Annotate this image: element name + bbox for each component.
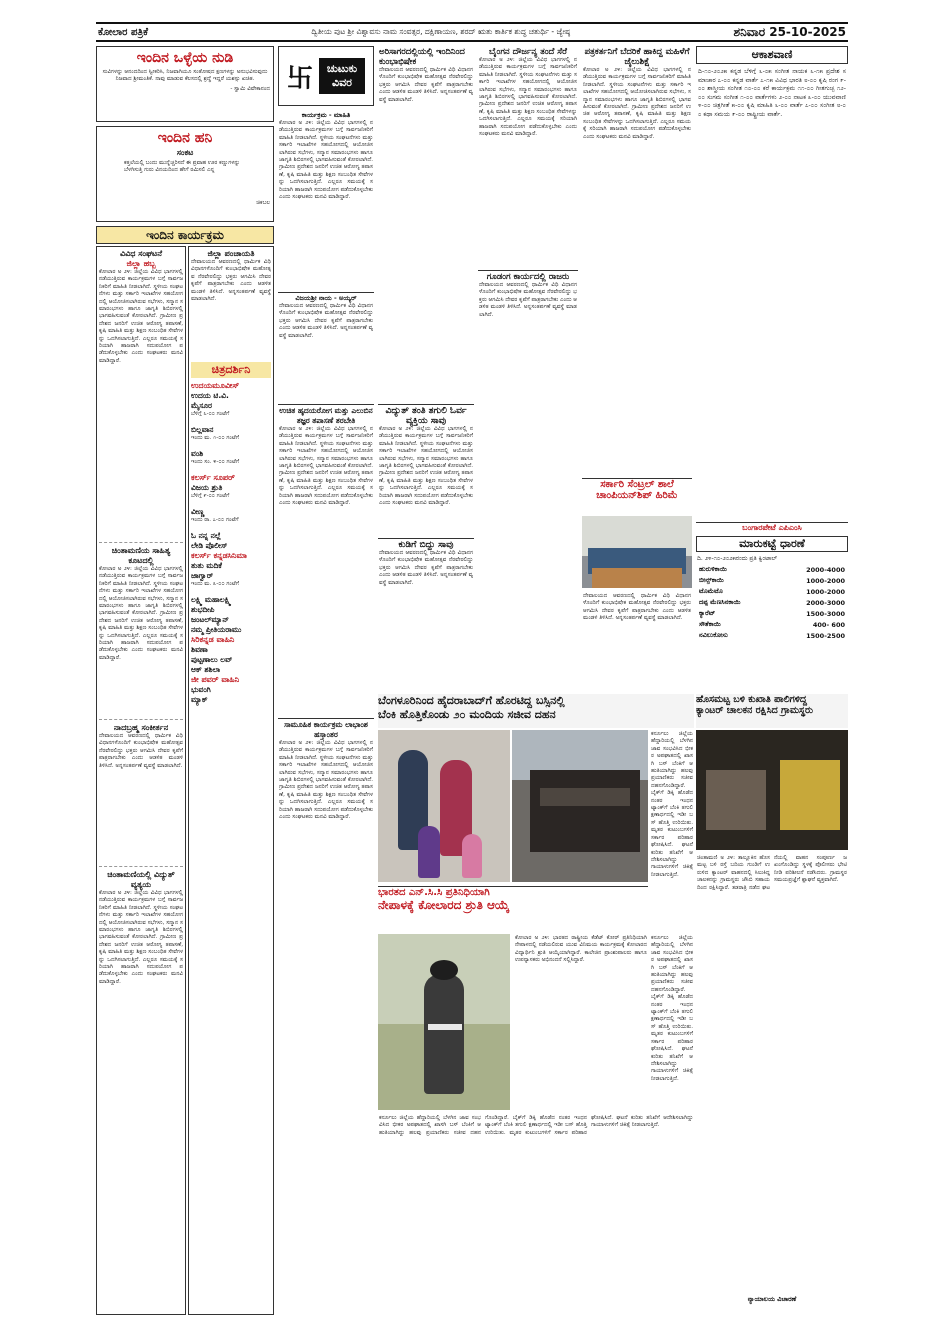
market-name: ಸೌತೆಕಾಯಿ xyxy=(699,620,721,629)
col3-text-2: ಕೋಲಾರ ಅ ೨೪: ಜಿಲ್ಲೆಯ ವಿವಿಧ ಭಾಗಗಳಲ್ಲಿ ನಡೆಯುತ್ತಿರುವ ಕಾರ್ಯಕ್ರಮಗಳ ಬಗ್ಗೆ ಸಾರ್ವಜನಿಕರಿಗೆ ಮಾಹಿತಿ ನೀಡಲಾಗಿದೆ. ಸ್ಥಳೀಯ ಸಂಘಟನೆಗಳು ಮತ್ತು ಸರ್ಕಾರಿ ಇಲಾಖೆಗಳ ಸಹಯೋಗದಲ್ಲಿ ಆಯೋಜಿಸಲಾಗಿರುವ ಸಭೆಗಳು, ಸನ್ಮಾನ ಸಮಾರಂಭಗಳು ಹಾಗೂ ಜಾಗೃತಿ ಶಿಬಿರಗಳಲ್ಲಿ ಭಾಗವಹಿಸುವಂತೆ ಕೋರಲಾಗಿದೆ. ಗ್ರಾಮೀಣ ಪ್ರದೇಶದ ಜನರಿಗೆ ಉಚಿತ ಆರೋಗ್ಯ ತಪಾಸಣೆ, ಕೃಷಿ ಮಾಹಿತಿ ಮತ್ತು ಶಿಕ್ಷಣ ಸಂಬಂಧಿತ ಸೇವೆಗಳನ್ನು ಒದಗಿಸಲಾಗುತ್ತಿದೆ. ಎಲ್ಲರೂ ಸಮಯಕ್ಕೆ ಸರಿಯಾಗಿ ಹಾಜರಾಗಿ ಸದುಪಯೋಗ ಪಡೆದುಕೊಳ್ಳಬೇಕು ಎಂದು ಸಂಘಟಕರು ಮನವಿ ಮಾಡಿದ್ದಾರೆ. xyxy=(379,426,473,507)
market-title-bar xyxy=(696,536,848,552)
col4-text-2: ದೇವಾಲಯದ ಆವರಣದಲ್ಲಿ ಧಾರ್ಮಿಕ ವಿಧಿ ವಿಧಾನಗಳೊಂದಿಗೆ ಕುಂಭಾಭಿಷೇಕ ಮಹೋತ್ಸವ ನೆರವೇರಲಿದ್ದು ಭಕ್ತರು ಆಗಮಿಸಿ ದೇವರ ಕೃಪೆಗೆ ಪಾತ್ರರಾಗಬೇಕು ಎಂದು ಆಡಳಿತ ಮಂಡಳಿ ತಿಳಿಸಿದೆ. ಅನ್ನಸಂತರ್ಪಣೆ ವ್ಯವಸ್ಥೆ ಮಾಡಲಾಗಿದೆ. xyxy=(479,282,577,318)
channel-4: ಸಿರಿಕನ್ನಡ ವಾಹಿನಿ xyxy=(191,635,235,644)
ncc-article xyxy=(514,934,648,1110)
market-name: ಬೀನ್ಸ್‌ಕಾಯಿ xyxy=(699,576,724,585)
program-text-2: ಕೋಲಾರ ಅ ೨೪: ಜಿಲ್ಲೆಯ ವಿವಿಧ ಭಾಗಗಳಲ್ಲಿ ನಡೆಯುತ್ತಿರುವ ಕಾರ್ಯಕ್ರಮಗಳ ಬಗ್ಗೆ ಸಾರ್ವಜನಿಕರಿಗೆ ಮಾಹಿತಿ ನೀಡಲಾಗಿದೆ. ಸ್ಥಳೀಯ ಸಂಘಟನೆಗಳು ಮತ್ತು ಸರ್ಕಾರಿ ಇಲಾಖೆಗಳ ಸಹಯೋಗದಲ್ಲಿ ಆಯೋಜಿಸಲಾಗಿರುವ ಸಭೆಗಳು, ಸನ್ಮಾನ ಸಮಾರಂಭಗಳು ಹಾಗೂ ಜಾಗೃತಿ ಶಿಬಿರಗಳಲ್ಲಿ ಭಾಗವಹಿಸುವಂತೆ ಕೋರಲಾಗಿದೆ. ಗ್ರಾಮೀಣ ಪ್ರದೇಶದ ಜನರಿಗೆ ಉಚಿತ ಆರೋಗ್ಯ ತಪಾಸಣೆ, ಕೃಷಿ ಮಾಹಿತಿ ಮತ್ತು ಶಿಕ್ಷಣ ಸಂಬಂಧಿತ ಸೇವೆಗಳನ್ನು ಒದಗಿಸಲಾಗುತ್ತಿದೆ. ಎಲ್ಲರೂ ಸಮಯಕ್ಕೆ ಸರಿಯಾಗಿ ಹಾಜರಾಗಿ ಸದುಪಯೋಗ ಪಡೆದುಕೊಳ್ಳಬೇಕು ಎಂದು ಸಂಘಟಕರು ಮನವಿ ಮಾಡಿದ್ದಾರೆ. xyxy=(99,566,183,661)
col2-head: ಕಾರ್ಯಕ್ರಮ - ಮಾಹಿತಿ xyxy=(301,111,351,119)
movie-7: ಓ ನನ್ನ ನಲ್ಲೆ xyxy=(191,531,221,540)
movie-17: ಆಕ್ ಶಶಿಲಾ xyxy=(191,665,221,674)
movie-5: ವಿಜಯ ಶ್ರುತಿ xyxy=(191,483,223,492)
col3-article-3 xyxy=(378,538,474,714)
col3-head: ಅರಿಸಾಗರದಲ್ಲಿಯಲ್ಲಿ ಇಂದಿನಿಂದ ಕುಂಭಾಭಿಷೇಕ xyxy=(379,47,465,67)
program-head-3: ನಾದಬ್ರಹ್ಮ ಸಂಕೀರ್ತನ xyxy=(113,723,169,732)
tractor-article xyxy=(696,854,848,1315)
col5-head: ಪತ್ರಕರ್ತನಿಗೆ ಬೆದರಿಕೆ ಹಾಕಿದ್ದ ಮಹಿಳೆಗೆ ಜೈಲುಶಿಕ್ಷೆ xyxy=(584,47,690,67)
col2-article-4 xyxy=(278,718,374,1315)
thought-author: - ಸ್ವಾಮಿ ವಿವೇಕಾನಂದ xyxy=(230,85,270,92)
market-value: 1500-3000 xyxy=(806,609,845,618)
masthead-date: ಶನಿವಾರ 25-10-2025 xyxy=(733,24,846,39)
market-row xyxy=(697,630,847,641)
market-row xyxy=(697,586,847,597)
school-photo xyxy=(582,516,692,588)
channel-1: ಉದಯಮೂವೀಸ್ xyxy=(191,381,240,390)
market-value: 2000-4000 xyxy=(806,565,845,574)
ncc-headline xyxy=(378,886,648,932)
program-head-r1: ಜಿಲ್ಲಾ ಪಂಚಾಯತಿ xyxy=(207,249,255,258)
bus-text: ಕರ್ನೂಲು ಜಿಲ್ಲೆಯ ಹೆದ್ದಾರಿಯಲ್ಲಿ ಬೆಳಗಿನ ಜಾವ ಸಂಭವಿಸಿದ ಭೀಕರ ಅಪಘಾತದಲ್ಲಿ ಖಾಸಗಿ ಬಸ್ ಬೆಂಕಿಗೆ ಆಹುತಿಯಾಗಿದ್ದು ಹಲವು ಪ್ರಯಾಣಿಕರು ಸಜೀವ ದಹನಗೊಂಡಿದ್ದಾರೆ. ಬೈಕ್‌ಗೆ ಡಿಕ್ಕಿ ಹೊಡೆದ ನಂತರ ಇಂಧನ ಟ್ಯಾಂಕ್‌ಗೆ ಬೆಂಕಿ ತಗುಲಿ ಕ್ಷಣಾರ್ಧದಲ್ಲಿ ಇಡೀ ಬಸ್ ಹೊತ್ತಿ ಉರಿಯಿತು. ಮೃತರ ಕುಟುಂಬಗಳಿಗೆ ಸರ್ಕಾರ ಪರಿಹಾರ ಘೋಷಿಸಿದೆ. ಘಟನೆ ಕುರಿತು ತನಿಖೆಗೆ ಆದೇಶಿಸಲಾಗಿದ್ದು ಗಾಯಾಳುಗಳಿಗೆ ಚಿಕಿತ್ಸೆ ನೀಡಲಾಗುತ್ತಿದೆ. xyxy=(379,1115,693,1136)
movie-6: ವೀಣ್ಣ xyxy=(191,507,205,516)
market-name: ಹುರುಳಿಕಾಯಿ xyxy=(699,565,727,574)
akashvani-box xyxy=(696,66,848,520)
movie-11: ಲಕ್ಷ್ಮಿ ಮಹಾಲಕ್ಷ್ಮಿ xyxy=(191,595,232,604)
market-tag-bar xyxy=(696,522,848,536)
market-tag: ಬಂಗಾರಪೇಟೆ ಎಪಿಎಂಸಿ xyxy=(742,523,802,532)
newspaper-page xyxy=(96,22,848,1315)
market-name: ಟೊಮೆಟೊ xyxy=(699,587,723,596)
school-head: ಸರ್ಕಾರಿ ಸೆಂಟ್ರಲ್ ಶಾಲೆ ಚಾಂಪಿಯನ್‌ಶಿಪ್ ಹಿರಿಮೆ xyxy=(596,479,678,501)
bottom-note: ನ್ಯಾಯಾಲಯ ವಿಚಾರಣೆ xyxy=(747,1295,797,1303)
col2-article-3 xyxy=(278,404,374,714)
col2-text-4: ಕೋಲಾರ ಅ ೨೪: ಜಿಲ್ಲೆಯ ವಿವಿಧ ಭಾಗಗಳಲ್ಲಿ ನಡೆಯುತ್ತಿರುವ ಕಾರ್ಯಕ್ರಮಗಳ ಬಗ್ಗೆ ಸಾರ್ವಜನಿಕರಿಗೆ ಮಾಹಿತಿ ನೀಡಲಾಗಿದೆ. ಸ್ಥಳೀಯ ಸಂಘಟನೆಗಳು ಮತ್ತು ಸರ್ಕಾರಿ ಇಲಾಖೆಗಳ ಸಹಯೋಗದಲ್ಲಿ ಆಯೋಜಿಸಲಾಗಿರುವ ಸಭೆಗಳು, ಸನ್ಮಾನ ಸಮಾರಂಭಗಳು ಹಾಗೂ ಜಾಗೃತಿ ಶಿಬಿರಗಳಲ್ಲಿ ಭಾಗವಹಿಸುವಂತೆ ಕೋರಲಾಗಿದೆ. ಗ್ರಾಮೀಣ ಪ್ರದೇಶದ ಜನರಿಗೆ ಉಚಿತ ಆರೋಗ್ಯ ತಪಾಸಣೆ, ಕೃಷಿ ಮಾಹಿತಿ ಮತ್ತು ಶಿಕ್ಷಣ ಸಂಬಂಧಿತ ಸೇವೆಗಳನ್ನು ಒದಗಿಸಲಾಗುತ್ತಿದೆ. ಎಲ್ಲರೂ ಸಮಯಕ್ಕೆ ಸರಿಯಾಗಿ ಹಾಜರಾಗಿ ಸದುಪಯೋಗ ಪಡೆದುಕೊಳ್ಳಬೇಕು ಎಂದು ಸಂಘಟಕರು ಮನವಿ ಮಾಡಿದ್ದಾರೆ. xyxy=(279,740,373,821)
col4-article-1 xyxy=(478,46,578,266)
ncc-headline-2: ನೇಪಾಳಕ್ಕೆ ಕೋಲಾರದ ಶ್ರುತಿ ಆಯ್ಕೆ xyxy=(378,898,510,912)
col2b-head: ವಿಜಯಶ್ರೀ ನಾಯ - ಅಯ್ಯರ್ xyxy=(295,294,357,302)
lucky-box xyxy=(278,46,374,106)
col5-article-1 xyxy=(582,46,692,476)
col2c-head: ಉಚಿತ ಹೃದಯರೋಗ ಮತ್ತು ಎಲುಬಿನ ತಜ್ಞರ ತಪಾಸಣೆ ತರಬೇತಿ xyxy=(279,406,373,425)
riddle-subtitle: ಸಂಕಟ xyxy=(176,148,194,157)
col5-text-2: ದೇವಾಲಯದ ಆವರಣದಲ್ಲಿ ಧಾರ್ಮಿಕ ವಿಧಿ ವಿಧಾನಗಳೊಂದಿಗೆ ಕುಂಭಾಭಿಷೇಕ ಮಹೋತ್ಸವ ನೆರವೇರಲಿದ್ದು ಭಕ್ತರು ಆಗಮಿಸಿ ದೇವರ ಕೃಪೆಗೆ ಪಾತ್ರರಾಗಬೇಕು ಎಂದು ಆಡಳಿತ ಮಂಡಳಿ ತಿಳಿಸಿದೆ. ಅನ್ನಸಂತರ್ಪಣೆ ವ್ಯವಸ್ಥೆ ಮಾಡಲಾಗಿದೆ. xyxy=(583,593,691,622)
channel-3: ಕಲರ್ಸ್ ಕನ್ನಡಸಿನಿಮಾ xyxy=(191,551,247,560)
col3-article-2 xyxy=(378,404,474,534)
masthead-left: ಕೋಲಾರ ಪತ್ರಿಕೆ xyxy=(98,26,148,38)
tractor-headline xyxy=(696,694,848,728)
riddle-title: ಇಂದಿನ ಹನಿ xyxy=(157,130,213,146)
col3-article-1 xyxy=(378,46,474,402)
market-name: ನವಿಲುಕೋಸು xyxy=(699,631,728,640)
col2-article-2 xyxy=(278,292,374,402)
movie-15: ಶಿವಣಾ xyxy=(191,645,208,654)
bus-text-side-2: ಕರ್ನೂಲು ಜಿಲ್ಲೆಯ ಹೆದ್ದಾರಿಯಲ್ಲಿ ಬೆಳಗಿನ ಜಾವ ಸಂಭವಿಸಿದ ಭೀಕರ ಅಪಘಾತದಲ್ಲಿ ಖಾಸಗಿ ಬಸ್ ಬೆಂಕಿಗೆ ಆಹುತಿಯಾಗಿದ್ದು ಹಲವು ಪ್ರಯಾಣಿಕರು ಸಜೀವ ದಹನಗೊಂಡಿದ್ದಾರೆ. ಬೈಕ್‌ಗೆ ಡಿಕ್ಕಿ ಹೊಡೆದ ನಂತರ ಇಂಧನ ಟ್ಯಾಂಕ್‌ಗೆ ಬೆಂಕಿ ತಗುಲಿ ಕ್ಷಣಾರ್ಧದಲ್ಲಿ ಇಡೀ ಬಸ್ ಹೊತ್ತಿ ಉರಿಯಿತು. ಮೃತರ ಕುಟುಂಬಗಳಿಗೆ ಸರ್ಕಾರ ಪರಿಹಾರ ಘೋಷಿಸಿದೆ. ಘಟನೆ ಕುರಿತು ತನಿಖೆಗೆ ಆದೇಶಿಸಲಾಗಿದ್ದು ಗಾಯಾಳುಗಳಿಗೆ ಚಿಕಿತ್ಸೆ ನೀಡಲಾಗುತ್ತಿದೆ. xyxy=(651,731,693,878)
burnt-bus-photo xyxy=(512,730,648,882)
movie-10: ಜಾಗ್ವಾರ್ xyxy=(191,571,214,580)
movie-3: ಬಿಲ್ಲವಾನ xyxy=(191,425,214,434)
col2-article-1 xyxy=(278,110,374,290)
swastika-icon: 卐 xyxy=(286,63,313,94)
market-row xyxy=(697,619,847,630)
masthead xyxy=(96,22,848,42)
masthead-center: ದ್ವಿತೀಯ ಪುಟ ಶ್ರೀ ವಿಶ್ವಾವಸು ನಾಮ ಸಂವತ್ಸರ, ದಕ್ಷಿಣಾಯಣ, ಶರದ್ ಋತು ಕಾರ್ತಿಕ ಶುದ್ಧ ಚತುರ್ಥಿ - ಜ್ಯೇಷ್ಠ xyxy=(311,27,571,36)
akashvani-title: ಆಕಾಶವಾಣಿ xyxy=(751,48,793,61)
movie-8: ಲೇಡಿ ಪೊಲೀಸ್ xyxy=(191,541,228,550)
ncc-text: ಕೋಲಾರ ಅ ೨೪: ಭಾರತದ ರಾಷ್ಟ್ರೀಯ ಕೆಡೆಟ್ ಕೋರ್ ಪ್ರತಿನಿಧಿಯಾಗಿ ನೇಪಾಳದಲ್ಲಿ ನಡೆಯಲಿರುವ ಯುವ ವಿನಿಮಯ ಕಾರ್ಯಕ್ರಮಕ್ಕೆ ಕೋಲಾರದ ವಿದ್ಯಾರ್ಥಿನಿ ಶ್ರುತಿ ಆಯ್ಕೆಯಾಗಿದ್ದಾರೆ. ಕಾಲೇಜಿನ ಪ್ರಾಂಶುಪಾಲರು ಹಾಗೂ ಉಪನ್ಯಾಸಕರು ಅಭಿನಂದನೆ ಸಲ್ಲಿಸಿದ್ದಾರೆ. xyxy=(515,935,647,964)
programs-left-column xyxy=(96,246,186,1315)
market-table xyxy=(697,564,847,641)
col2-text-2: ದೇವಾಲಯದ ಆವರಣದಲ್ಲಿ ಧಾರ್ಮಿಕ ವಿಧಿ ವಿಧಾನಗಳೊಂದಿಗೆ ಕುಂಭಾಭಿಷೇಕ ಮಹೋತ್ಸವ ನೆರವೇರಲಿದ್ದು ಭಕ್ತರು ಆಗಮಿಸಿ ದೇವರ ಕೃಪೆಗೆ ಪಾತ್ರರಾಗಬೇಕು ಎಂದು ಆಡಳಿತ ಮಂಡಳಿ ತಿಳಿಸಿದೆ. ಅನ್ನಸಂತರ್ಪಣೆ ವ್ಯವಸ್ಥೆ ಮಾಡಲಾಗಿದೆ. xyxy=(279,303,373,339)
channel-2: ಕಲರ್ಸ್ ಸೂಪರ್ xyxy=(191,473,235,482)
programs-right-column: ಜಿಲ್ಲಾ ಪಂಚಾಯತಿ ದೇವಾಲಯದ ಆವರಣದಲ್ಲಿ ಧಾರ್ಮಿಕ ವಿಧಿ ವಿಧಾನಗಳೊಂದಿಗೆ ಕುಂಭಾಭಿಷೇಕ ಮಹೋತ್ಸವ ನೆರವೇರಲಿದ್ದು ಭಕ್ತರು ಆಗಮಿಸಿ ದೇವರ ಕೃಪೆಗೆ ಪಾತ್ರರಾಗಬೇಕು ಎಂದು ಆಡಳಿತ ಮಂಡಳಿ ತಿಳಿಸಿದೆ. ಅನ್ನಸಂತರ್ಪಣೆ ವ್ಯವಸ್ಥೆ ಮಾಡಲಾಗಿದೆ. ಚಿತ್ರದರ್ಶಿನಿ ಉದಯಮೂವೀಸ್ ಉದಯ ಟಿ.ವಿ. ಮೈಸೂರ ಬೆಳಿಗ್ಗೆ ೬-೦೦ ಗಂಟೆಗೆ ಬಿಲ್ಲವಾನ ಇಂದು ಮ. ೧-೦೦ ಗಂಟೆಗೆ ವಂಶಿ ಇಂದು ಸಂ. ೪-೦೦ ಗಂಟೆಗೆ ಕಲರ್ಸ್ ಸೂಪರ್ ವಿಜಯ ಶ್ರುತಿ ಬೆಳಿಗ್ಗೆ ೯-೦೦ ಗಂಟೆಗೆ ವೀಣ್ಣ ಇಂದು ರಾ. ೭-೦೦ ಗಂಟೆಗೆ ಓ ನನ್ನ ನಲ್ಲೆ ಲೇಡಿ ಪೊಲೀಸ್ ಕಲರ್ಸ್ ಕನ್ನಡಸಿನಿಮಾ ತುತು ಮದಿಕೆ ಜಾಗ್ವಾರ್ ಇಂದು ಮ. ೩-೦೦ ಗಂಟೆಗೆ ಲಕ್ಷ್ಮಿ ಮಹಾಲಕ್ಷ್ಮಿ ಶುಭದೀಪಿ ಜಂಟಲ್‌ಮ್ಯಾನ್ ನಮ್ಮ ಪ್ರೀತಿಯರಾಮು ಸಿರಿಕನ್ನಡ ವಾಹಿನಿ ಶಿವಣಾ ಪುಟ್ಟಣಾಲು ಲವ್ ಆಕ್ ಶಶಿಲಾ ಜೀ ಪವರ್ ವಾಹಿನಿ ಭುವಂಗಿ ಮ್ಯಾಕ್ xyxy=(188,246,274,1315)
riddle-body: ಕತ್ತಲೆಯಲ್ಲಿ ಬಂದು ಮುನ್ನೆಚ್ಚರಿಸದೆ ಈ ಪ್ರವಾಹ ಊರ ಕಣ್ಣುಗಳನ್ನು ಬೆಳಗಿಸುತ್ತಿ ಗುರು ವಿನಯದಿಂದ ಹೇಗೆ ರಮಿಸಲಿ ಎನ್ನ xyxy=(124,160,240,174)
program-sub-1: ಜಿಲ್ಲಾ ಹಬ್ಬ xyxy=(126,259,156,268)
bus-article-side xyxy=(650,934,694,1110)
market-value: 1000-2000 xyxy=(806,576,845,585)
program-text-r1: ದೇವಾಲಯದ ಆವರಣದಲ್ಲಿ ಧಾರ್ಮಿಕ ವಿಧಿ ವಿಧಾನಗಳೊಂದಿಗೆ ಕುಂಭಾಭಿಷೇಕ ಮಹೋತ್ಸವ ನೆರವೇರಲಿದ್ದು ಭಕ್ತರು ಆಗಮಿಸಿ ದೇವರ ಕೃಪೆಗೆ ಪಾತ್ರರಾಗಬೇಕು ಎಂದು ಆಡಳಿತ ಮಂಡಳಿ ತಿಳಿಸಿದೆ. ಅನ್ನಸಂತರ್ಪಣೆ ವ್ಯವಸ್ಥೆ ಮಾಡಲಾಗಿದೆ. xyxy=(191,259,271,303)
col2-text-1: ಕೋಲಾರ ಅ ೨೪: ಜಿಲ್ಲೆಯ ವಿವಿಧ ಭಾಗಗಳಲ್ಲಿ ನಡೆಯುತ್ತಿರುವ ಕಾರ್ಯಕ್ರಮಗಳ ಬಗ್ಗೆ ಸಾರ್ವಜನಿಕರಿಗೆ ಮಾಹಿತಿ ನೀಡಲಾಗಿದೆ. ಸ್ಥಳೀಯ ಸಂಘಟನೆಗಳು ಮತ್ತು ಸರ್ಕಾರಿ ಇಲಾಖೆಗಳ ಸಹಯೋಗದಲ್ಲಿ ಆಯೋಜಿಸಲಾಗಿರುವ ಸಭೆಗಳು, ಸನ್ಮಾನ ಸಮಾರಂಭಗಳು ಹಾಗೂ ಜಾಗೃತಿ ಶಿಬಿರಗಳಲ್ಲಿ ಭಾಗವಹಿಸುವಂತೆ ಕೋರಲಾಗಿದೆ. ಗ್ರಾಮೀಣ ಪ್ರದೇಶದ ಜನರಿಗೆ ಉಚಿತ ಆರೋಗ್ಯ ತಪಾಸಣೆ, ಕೃಷಿ ಮಾಹಿತಿ ಮತ್ತು ಶಿಕ್ಷಣ ಸಂಬಂಧಿತ ಸೇವೆಗಳನ್ನು ಒದಗಿಸಲಾಗುತ್ತಿದೆ. ಎಲ್ಲರೂ ಸಮಯಕ್ಕೆ ಸರಿಯಾಗಿ ಹಾಜರಾಗಿ ಸದುಪಯೋಗ ಪಡೆದುಕೊಳ್ಳಬೇಕು ಎಂದು ಸಂಘಟಕರು ಮನವಿ ಮಾಡಿದ್ದಾರೆ. xyxy=(279,120,373,201)
ncc-headline-1: ಭಾರತದ ಎನ್.ಸಿ.ಸಿ ಪ್ರತಿನಿಧಿಯಾಗಿ xyxy=(378,887,490,898)
program-text-4: ಕೋಲಾರ ಅ ೨೪: ಜಿಲ್ಲೆಯ ವಿವಿಧ ಭಾಗಗಳಲ್ಲಿ ನಡೆಯುತ್ತಿರುವ ಕಾರ್ಯಕ್ರಮಗಳ ಬಗ್ಗೆ ಸಾರ್ವಜನಿಕರಿಗೆ ಮಾಹಿತಿ ನೀಡಲಾಗಿದೆ. ಸ್ಥಳೀಯ ಸಂಘಟನೆಗಳು ಮತ್ತು ಸರ್ಕಾರಿ ಇಲಾಖೆಗಳ ಸಹಯೋಗದಲ್ಲಿ ಆಯೋಜಿಸಲಾಗಿರುವ ಸಭೆಗಳು, ಸನ್ಮಾನ ಸಮಾರಂಭಗಳು ಹಾಗೂ ಜಾಗೃತಿ ಶಿಬಿರಗಳಲ್ಲಿ ಭಾಗವಹಿಸುವಂತೆ ಕೋರಲಾಗಿದೆ. ಗ್ರಾಮೀಣ ಪ್ರದೇಶದ ಜನರಿಗೆ ಉಚಿತ ಆರೋಗ್ಯ ತಪಾಸಣೆ, ಕೃಷಿ ಮಾಹಿತಿ ಮತ್ತು ಶಿಕ್ಷಣ ಸಂಬಂಧಿತ ಸೇವೆಗಳನ್ನು ಒದಗಿಸಲಾಗುತ್ತಿದೆ. ಎಲ್ಲರೂ ಸಮಯಕ್ಕೆ ಸರಿಯಾಗಿ ಹಾಜರಾಗಿ ಸದುಪಯೋಗ ಪಡೆದುಕೊಳ್ಳಬೇಕು ಎಂದು ಸಂಘಟಕರು ಮನವಿ ಮಾಡಿದ್ದಾರೆ. xyxy=(99,890,183,985)
bus-headline xyxy=(378,694,694,728)
family-photo xyxy=(378,730,510,882)
col3d-head: ಕುಡಿಗೆ ಬಿದ್ದು ಸಾವು xyxy=(398,540,454,550)
col2-text-3: ಕೋಲಾರ ಅ ೨೪: ಜಿಲ್ಲೆಯ ವಿವಿಧ ಭಾಗಗಳಲ್ಲಿ ನಡೆಯುತ್ತಿರುವ ಕಾರ್ಯಕ್ರಮಗಳ ಬಗ್ಗೆ ಸಾರ್ವಜನಿಕರಿಗೆ ಮಾಹಿತಿ ನೀಡಲಾಗಿದೆ. ಸ್ಥಳೀಯ ಸಂಘಟನೆಗಳು ಮತ್ತು ಸರ್ಕಾರಿ ಇಲಾಖೆಗಳ ಸಹಯೋಗದಲ್ಲಿ ಆಯೋಜಿಸಲಾಗಿರುವ ಸಭೆಗಳು, ಸನ್ಮಾನ ಸಮಾರಂಭಗಳು ಹಾಗೂ ಜಾಗೃತಿ ಶಿಬಿರಗಳಲ್ಲಿ ಭಾಗವಹಿಸುವಂತೆ ಕೋರಲಾಗಿದೆ. ಗ್ರಾಮೀಣ ಪ್ರದೇಶದ ಜನರಿಗೆ ಉಚಿತ ಆರೋಗ್ಯ ತಪಾಸಣೆ, ಕೃಷಿ ಮಾಹಿತಿ ಮತ್ತು ಶಿಕ್ಷಣ ಸಂಬಂಧಿತ ಸೇವೆಗಳನ್ನು ಒದಗಿಸಲಾಗುತ್ತಿದೆ. ಎಲ್ಲರೂ ಸಮಯಕ್ಕೆ ಸರಿಯಾಗಿ ಹಾಜರಾಗಿ ಸದುಪಯೋಗ ಪಡೆದುಕೊಳ್ಳಬೇಕು ಎಂದು ಸಂಘಟಕರು ಮನವಿ ಮಾಡಿದ್ದಾರೆ. xyxy=(279,426,373,507)
market-title: ಮಾರುಕಟ್ಟೆ ಧಾರಣೆ xyxy=(739,537,805,550)
col2d-head: ಸಾಮೂಹಿಕ ಕಾರ್ಯಕ್ರಮ ಲಾಭಾಂಶ ಹಸ್ತಾಂತರ xyxy=(284,720,368,739)
riddle-author: ಚಿಕಬಲ xyxy=(256,200,270,206)
movies-title: ಚಿತ್ರದರ್ಶಿನಿ xyxy=(211,363,251,376)
bus-headline-1: ಬೆಂಗಳೂರಿನಿಂದ ಹೈದರಾಬಾದ್‌ಗೆ ಹೊರಟಿದ್ದ ಬಸ್ಸಿನಲ್ಲಿ xyxy=(378,694,565,707)
market-row xyxy=(697,575,847,586)
market-name: ದಪ್ಪ ಮೆಣಸಿನಕಾಯಿ xyxy=(699,598,741,607)
bus-text-side: ಕರ್ನೂಲು ಜಿಲ್ಲೆಯ ಹೆದ್ದಾರಿಯಲ್ಲಿ ಬೆಳಗಿನ ಜಾವ ಸಂಭವಿಸಿದ ಭೀಕರ ಅಪಘಾತದಲ್ಲಿ ಖಾಸಗಿ ಬಸ್ ಬೆಂಕಿಗೆ ಆಹುತಿಯಾಗಿದ್ದು ಹಲವು ಪ್ರಯಾಣಿಕರು ಸಜೀವ ದಹನಗೊಂಡಿದ್ದಾರೆ. ಬೈಕ್‌ಗೆ ಡಿಕ್ಕಿ ಹೊಡೆದ ನಂತರ ಇಂಧನ ಟ್ಯಾಂಕ್‌ಗೆ ಬೆಂಕಿ ತಗುಲಿ ಕ್ಷಣಾರ್ಧದಲ್ಲಿ ಇಡೀ ಬಸ್ ಹೊತ್ತಿ ಉರಿಯಿತು. ಮೃತರ ಕುಟುಂಬಗಳಿಗೆ ಸರ್ಕಾರ ಪರಿಹಾರ ಘೋಷಿಸಿದೆ. ಘಟನೆ ಕುರಿತು ತನಿಖೆಗೆ ಆದೇಶಿಸಲಾಗಿದ್ದು ಗಾಯಾಳುಗಳಿಗೆ ಚಿಕಿತ್ಸೆ ನೀಡಲಾಗುತ್ತಿದೆ. xyxy=(651,935,693,1082)
market-date: ದಿ. ೨೪-೧೦-೨೦೨೫ರಂದು ಪ್ರತಿ ಕ್ವಿಂಟಾಲ್ xyxy=(697,555,778,562)
movie-12: ಶುಭದೀಪಿ xyxy=(191,605,215,614)
thought-title: ಇಂದಿನ ಒಳ್ಳೆಯ ನುಡಿ xyxy=(136,50,234,66)
program-head-1: ವಿವಿಧ ಸಂಘಟನೆ xyxy=(119,249,163,258)
bus-article-side-2 xyxy=(650,730,694,882)
movie-2: ಮೈಸೂರ xyxy=(191,401,212,410)
akashvani-body: ದಿ-೧೦-೨೦೨೫ ಕನ್ನಡ ಬೆಳಿಗ್ಗೆ ೬-೦೫ ಸಂಗೀತ ನಾಯಕ ೬-೧೫ ಪ್ರದೇಶ ಸಮಾಚಾರ ೭-೦೦ ಕನ್ನಡ ವಾರ್ತೆ ೭-೧೫ ವಿವಿಧ ಭಾರತಿ ೮-೦೦ ಕೃಷಿ ರಂಗ ೯-೦೦ ಶಾಸ್ತ್ರೀಯ ಸಂಗೀತ ೧೦-೦೦ ಕರೆ ಕಾರ್ಯಕ್ರಮ ೧೧-೦೦ ಗೀತಗುಚ್ಛ ೧೨-೦೦ ಸುಗಮ ಸಂಗೀತ ೧-೦೦ ವಾರ್ತೆಗಳು ೨-೦೦ ನಾಟಕ ೩-೦೦ ಯುವವಾಣಿ ೪-೦೦ ಚಿತ್ರಗೀತೆ ೫-೦೦ ಕೃಷಿ ಮಾಹಿತಿ ೬-೦೦ ವಾರ್ತೆ ೭-೦೦ ಸಂಗೀತ ೮-೦೦ ಕಥಾ ಸಮಯ ೯-೦೦ ರಾಷ್ಟ್ರೀಯ ವಾರ್ತೆ. xyxy=(698,68,846,118)
col4-head: ಬೈಂಗನ ದೌರ್ಜನ್ಯ ತಂದೆ ಸೆರೆ xyxy=(488,47,567,57)
bus-headline-2: ಬೆಂಕಿ ಹೊತ್ತಿಕೊಂಡು ೨೦ ಮಂದಿಯ ಸಜೀವ ದಹನ xyxy=(378,708,556,721)
lucky-title: ಚುಟುಕು ವಿವರ xyxy=(319,58,365,94)
accident-photo xyxy=(696,730,848,850)
col4b-head: ಗೂಡಂಗ ಕಾರ್ಯದಲ್ಲಿ ರಾಜರು xyxy=(486,272,570,282)
movie-4: ವಂಶಿ xyxy=(191,449,204,458)
market-row xyxy=(697,597,847,608)
ncc-photo xyxy=(378,934,510,1110)
col4-article-2 xyxy=(478,270,578,600)
market-row xyxy=(697,564,847,575)
col3-text-3: ದೇವಾಲಯದ ಆವರಣದಲ್ಲಿ ಧಾರ್ಮಿಕ ವಿಧಿ ವಿಧಾನಗಳೊಂದಿಗೆ ಕುಂಭಾಭಿಷೇಕ ಮಹೋತ್ಸವ ನೆರವೇರಲಿದ್ದು ಭಕ್ತರು ಆಗಮಿಸಿ ದೇವರ ಕೃಪೆಗೆ ಪಾತ್ರರಾಗಬೇಕು ಎಂದು ಆಡಳಿತ ಮಂಡಳಿ ತಿಳಿಸಿದೆ. ಅನ್ನಸಂತರ್ಪಣೆ ವ್ಯವಸ್ಥೆ ಮಾಡಲಾಗಿದೆ. xyxy=(379,550,473,586)
program-head-2: ಚಿಂತಾಮಣಿಯ ಸಾಹಿತ್ಯ ಕೂಟದಲ್ಲಿ xyxy=(111,546,171,565)
thought-body: ಸುವಿಗಳನ್ನು ಆನಂದದಿಂದ ಸ್ವೀಕರಿಸಿ, ನಿಜವಾಗಿಯೂ ಸಂತೋಷದ ಕ್ಷಣಗಳನ್ನು ಅನುಭವಿಸುವುದು ನಿಜವಾದ ಶ್ರೀಮಂತಿಕೆ. ನಾವು ಮಾಡುವ ಕೆಲಸದಲ್ಲಿ ಶ್ರದ್ಧೆ ಇದ್ದರೆ ಯಶಸ್ಸು ಖಚಿತ. xyxy=(102,69,268,83)
market-value: 2000-3000 xyxy=(806,598,845,607)
riddle-box xyxy=(96,126,274,222)
col3b-head: ವಿದ್ಯುತ್ ತಂತಿ ತಗುಲಿ ಓರ್ವ ವ್ಯಕ್ತಿಯ ಸಾವು xyxy=(385,406,467,426)
tractor-text: ಚಿಂತಾಮಣಿ ಅ ೨೪: ತಾಲ್ಲೂಕಿನ ಹೊಸಮಟ್ಟ ಬಳಿ ರಸ್ತೆ ಬದಿಯ ಗುಂಡಿಗೆ ಉರುಳಿದ ಕ್ಯಾಂಟರ್ ವಾಹನದಲ್ಲಿ ಸಿಲುಕಿದ್ದ ಚಾಲಕನನ್ನು ಗ್ರಾಮಸ್ಥರು ಜೆಸಿಬಿ ಸಹಾಯದಿಂದ ರಕ್ಷಿಸಿದ್ದಾರೆ. ತಡರಾತ್ರಿ ನಡೆದ ಘಟನೆಯಲ್ಲಿ ವಾಹನ ಸಂಪೂರ್ಣ ಜಖಂಗೊಂಡಿದ್ದು ಸ್ಥಳಕ್ಕೆ ಪೊಲೀಸರು ಭೇಟಿ ನೀಡಿ ಪರಿಶೀಲನೆ ನಡೆಸಿದರು. ಗ್ರಾಮಸ್ಥರ ಸಮಯಪ್ರಜ್ಞೆಗೆ ಶ್ಲಾಘನೆ ವ್ಯಕ್ತವಾಗಿದೆ. xyxy=(697,855,847,891)
akashvani-bar xyxy=(696,46,848,64)
market-name: ಕ್ಯಾರೆಟ್ xyxy=(699,609,716,618)
bus-article xyxy=(378,1114,694,1315)
col4-text-1: ಕೋಲಾರ ಅ ೨೪: ಜಿಲ್ಲೆಯ ವಿವಿಧ ಭಾಗಗಳಲ್ಲಿ ನಡೆಯುತ್ತಿರುವ ಕಾರ್ಯಕ್ರಮಗಳ ಬಗ್ಗೆ ಸಾರ್ವಜನಿಕರಿಗೆ ಮಾಹಿತಿ ನೀಡಲಾಗಿದೆ. ಸ್ಥಳೀಯ ಸಂಘಟನೆಗಳು ಮತ್ತು ಸರ್ಕಾರಿ ಇಲಾಖೆಗಳ ಸಹಯೋಗದಲ್ಲಿ ಆಯೋಜಿಸಲಾಗಿರುವ ಸಭೆಗಳು, ಸನ್ಮಾನ ಸಮಾರಂಭಗಳು ಹಾಗೂ ಜಾಗೃತಿ ಶಿಬಿರಗಳಲ್ಲಿ ಭಾಗವಹಿಸುವಂತೆ ಕೋರಲಾಗಿದೆ. ಗ್ರಾಮೀಣ ಪ್ರದೇಶದ ಜನರಿಗೆ ಉಚಿತ ಆರೋಗ್ಯ ತಪಾಸಣೆ, ಕೃಷಿ ಮಾಹಿತಿ ಮತ್ತು ಶಿಕ್ಷಣ ಸಂಬಂಧಿತ ಸೇವೆಗಳನ್ನು ಒದಗಿಸಲಾಗುತ್ತಿದೆ. ಎಲ್ಲರೂ ಸಮಯಕ್ಕೆ ಸರಿಯಾಗಿ ಹಾಜರಾಗಿ ಸದುಪಯೋಗ ಪಡೆದುಕೊಳ್ಳಬೇಕು ಎಂದು ಸಂಘಟಕರು ಮನವಿ ಮಾಡಿದ್ದಾರೆ. xyxy=(479,57,577,138)
school-headline xyxy=(582,478,692,516)
market-box xyxy=(696,554,848,714)
program-text-3: ದೇವಾಲಯದ ಆವರಣದಲ್ಲಿ ಧಾರ್ಮಿಕ ವಿಧಿ ವಿಧಾನಗಳೊಂದಿಗೆ ಕುಂಭಾಭಿಷೇಕ ಮಹೋತ್ಸವ ನೆರವೇರಲಿದ್ದು ಭಕ್ತರು ಆಗಮಿಸಿ ದೇವರ ಕೃಪೆಗೆ ಪಾತ್ರರಾಗಬೇಕು ಎಂದು ಆಡಳಿತ ಮಂಡಳಿ ತಿಳಿಸಿದೆ. ಅನ್ನಸಂತರ್ಪಣೆ ವ್ಯವಸ್ಥೆ ಮಾಡಲಾಗಿದೆ. xyxy=(99,733,183,769)
movie-1: ಉದಯ ಟಿ.ವಿ. xyxy=(191,391,229,400)
programs-title: ಇಂದಿನ ಕಾರ್ಯಕ್ರಮ xyxy=(146,228,224,242)
col3-text-1: ದೇವಾಲಯದ ಆವರಣದಲ್ಲಿ ಧಾರ್ಮಿಕ ವಿಧಿ ವಿಧಾನಗಳೊಂದಿಗೆ ಕುಂಭಾಭಿಷೇಕ ಮಹೋತ್ಸವ ನೆರವೇರಲಿದ್ದು ಭಕ್ತರು ಆಗಮಿಸಿ ದೇವರ ಕೃಪೆಗೆ ಪಾತ್ರರಾಗಬೇಕು ಎಂದು ಆಡಳಿತ ಮಂಡಳಿ ತಿಳಿಸಿದೆ. ಅನ್ನಸಂತರ್ಪಣೆ ವ್ಯವಸ್ಥೆ ಮಾಡಲಾಗಿದೆ. xyxy=(379,67,473,103)
market-value: 1500-2500 xyxy=(806,631,845,640)
market-value: 1000-2000 xyxy=(806,587,845,596)
movie-9: ತುತು ಮದಿಕೆ xyxy=(191,561,222,570)
tractor-headline-2: ಕ್ಯಾಂಟರ್ ಚಾಲಕನ ರಕ್ಷಿಸಿದ ಗ್ರಾಮಸ್ಥರು xyxy=(696,705,814,716)
tractor-headline-1: ಹೊಸಮಟ್ಟ ಬಳಿ ಕುಖಾತಿ ಪಾಲಿಗಳಿದ್ದ xyxy=(696,694,807,705)
movie-16: ಪುಟ್ಟಣಾಲು ಲವ್ xyxy=(191,655,233,664)
programs-title-bar xyxy=(96,226,274,244)
movie-13: ಜಂಟಲ್‌ಮ್ಯಾನ್ xyxy=(191,615,229,624)
movie-19: ಮ್ಯಾಕ್ xyxy=(191,695,208,704)
movie-18: ಭುವಂಗಿ xyxy=(191,685,211,694)
market-row xyxy=(697,608,847,619)
thought-box xyxy=(96,46,274,122)
movie-14: ನಮ್ಮ ಪ್ರೀತಿಯರಾಮು xyxy=(191,625,242,634)
market-value: 400- 600 xyxy=(812,620,845,629)
program-head-4: ಚಿಂತಾಮಣಿಯಲ್ಲಿ ವಿದ್ಯುತ್ ವ್ಯತ್ಯಯ xyxy=(107,870,175,889)
program-text-1: ಕೋಲಾರ ಅ ೨೪: ಜಿಲ್ಲೆಯ ವಿವಿಧ ಭಾಗಗಳಲ್ಲಿ ನಡೆಯುತ್ತಿರುವ ಕಾರ್ಯಕ್ರಮಗಳ ಬಗ್ಗೆ ಸಾರ್ವಜನಿಕರಿಗೆ ಮಾಹಿತಿ ನೀಡಲಾಗಿದೆ. ಸ್ಥಳೀಯ ಸಂಘಟನೆಗಳು ಮತ್ತು ಸರ್ಕಾರಿ ಇಲಾಖೆಗಳ ಸಹಯೋಗದಲ್ಲಿ ಆಯೋಜಿಸಲಾಗಿರುವ ಸಭೆಗಳು, ಸನ್ಮಾನ ಸಮಾರಂಭಗಳು ಹಾಗೂ ಜಾಗೃತಿ ಶಿಬಿರಗಳಲ್ಲಿ ಭಾಗವಹಿಸುವಂತೆ ಕೋರಲಾಗಿದೆ. ಗ್ರಾಮೀಣ ಪ್ರದೇಶದ ಜನರಿಗೆ ಉಚಿತ ಆರೋಗ್ಯ ತಪಾಸಣೆ, ಕೃಷಿ ಮಾಹಿತಿ ಮತ್ತು ಶಿಕ್ಷಣ ಸಂಬಂಧಿತ ಸೇವೆಗಳನ್ನು ಒದಗಿಸಲಾಗುತ್ತಿದೆ. ಎಲ್ಲರೂ ಸಮಯಕ್ಕೆ ಸರಿಯಾಗಿ ಹಾಜರಾಗಿ ಸದುಪಯೋಗ ಪಡೆದುಕೊಳ್ಳಬೇಕು ಎಂದು ಸಂಘಟಕರು ಮನವಿ ಮಾಡಿದ್ದಾರೆ. xyxy=(99,269,183,364)
col5-text-1: ಕೋಲಾರ ಅ ೨೪: ಜಿಲ್ಲೆಯ ವಿವಿಧ ಭಾಗಗಳಲ್ಲಿ ನಡೆಯುತ್ತಿರುವ ಕಾರ್ಯಕ್ರಮಗಳ ಬಗ್ಗೆ ಸಾರ್ವಜನಿಕರಿಗೆ ಮಾಹಿತಿ ನೀಡಲಾಗಿದೆ. ಸ್ಥಳೀಯ ಸಂಘಟನೆಗಳು ಮತ್ತು ಸರ್ಕಾರಿ ಇಲಾಖೆಗಳ ಸಹಯೋಗದಲ್ಲಿ ಆಯೋಜಿಸಲಾಗಿರುವ ಸಭೆಗಳು, ಸನ್ಮಾನ ಸಮಾರಂಭಗಳು ಹಾಗೂ ಜಾಗೃತಿ ಶಿಬಿರಗಳಲ್ಲಿ ಭಾಗವಹಿಸುವಂತೆ ಕೋರಲಾಗಿದೆ. ಗ್ರಾಮೀಣ ಪ್ರದೇಶದ ಜನರಿಗೆ ಉಚಿತ ಆರೋಗ್ಯ ತಪಾಸಣೆ, ಕೃಷಿ ಮಾಹಿತಿ ಮತ್ತು ಶಿಕ್ಷಣ ಸಂಬಂಧಿತ ಸೇವೆಗಳನ್ನು ಒದಗಿಸಲಾಗುತ್ತಿದೆ. ಎಲ್ಲರೂ ಸಮಯಕ್ಕೆ ಸರಿಯಾಗಿ ಹಾಜರಾಗಿ ಸದುಪಯೋಗ ಪಡೆದುಕೊಳ್ಳಬೇಕು ಎಂದು ಸಂಘಟಕರು ಮನವಿ ಮಾಡಿದ್ದಾರೆ. xyxy=(583,67,691,140)
channel-5: ಜೀ ಪವರ್ ವಾಹಿನಿ xyxy=(191,675,240,684)
